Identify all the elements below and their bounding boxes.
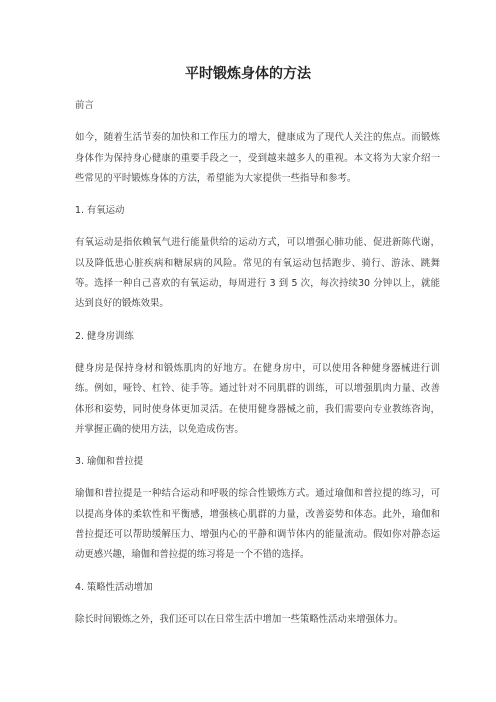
section-heading-yoga: 3. 瑜伽和普拉提 bbox=[75, 456, 144, 468]
section-heading-aerobic: 1. 有氧运动 bbox=[75, 205, 125, 217]
section-heading-gym: 2. 健身房训练 bbox=[75, 330, 134, 342]
intro-heading: 前言 bbox=[75, 100, 94, 111]
section-paragraph-yoga: 瑜伽和普拉提是一种结合运动和呼吸的综合性锻炼方式。通过瑜伽和普拉提的练习，可以提高身体的柔软性和平衡感，增强核心肌群的力量，改善姿势和体态。此外，瑜伽和普拉提还可以帮助缓解压力、增强内心的平静和调节体内的能量流动。假如你对静态运动更感兴趣，瑜伽和普拉提的练习将是一个不错的选择。 bbox=[75, 488, 440, 561]
intro-paragraph: 如今，随着生活节奏的加快和工作压力的增大，健康成为了现代人关注的焦点。而锻炼身体作为保持身心健康的重要手段之一，受到越来越多人的重视。本文将为大家介绍一些常见的平时锻炼身体的方法，希望能为大家提供一些指导和参考。 bbox=[75, 132, 440, 184]
section-heading-strategic: 4. 策略性活动增加 bbox=[75, 581, 153, 593]
section-paragraph-gym: 健身房是保持身材和锻炼肌肉的好地方。在健身房中，可以使用各种健身器械进行训练。例如，哑铃、杠铃、徒手等。通过针对不同肌群的训练，可以增强肌肉力量、改善体形和姿势，同时使身体更加灵活。在使用健身器械之前，我们需要向专业教练咨询，并掌握正确的使用方法，以免造成伤害。 bbox=[75, 362, 440, 435]
document-body bbox=[75, 96, 440, 642]
document-title: 平时锻炼身体的方法 bbox=[185, 66, 311, 82]
section-paragraph-aerobic: 有氧运动是指依赖氧气进行能量供给的运动方式，可以增强心肺功能、促进新陈代谢，以及降低患心脏疾病和糖尿病的风险。常见的有氧运动包括跑步、骑行、游泳、跳舞等。选择一种自己喜欢的有氧运动，每周进行 3 到 5 次，每次持续30 分钟以上，就能达到良好的锻炼效果。 bbox=[75, 237, 440, 310]
section-paragraph-strategic: 除长时间锻炼之外，我们还可以在日常生活中增加一些策略性活动来增强体力。 bbox=[75, 613, 404, 625]
